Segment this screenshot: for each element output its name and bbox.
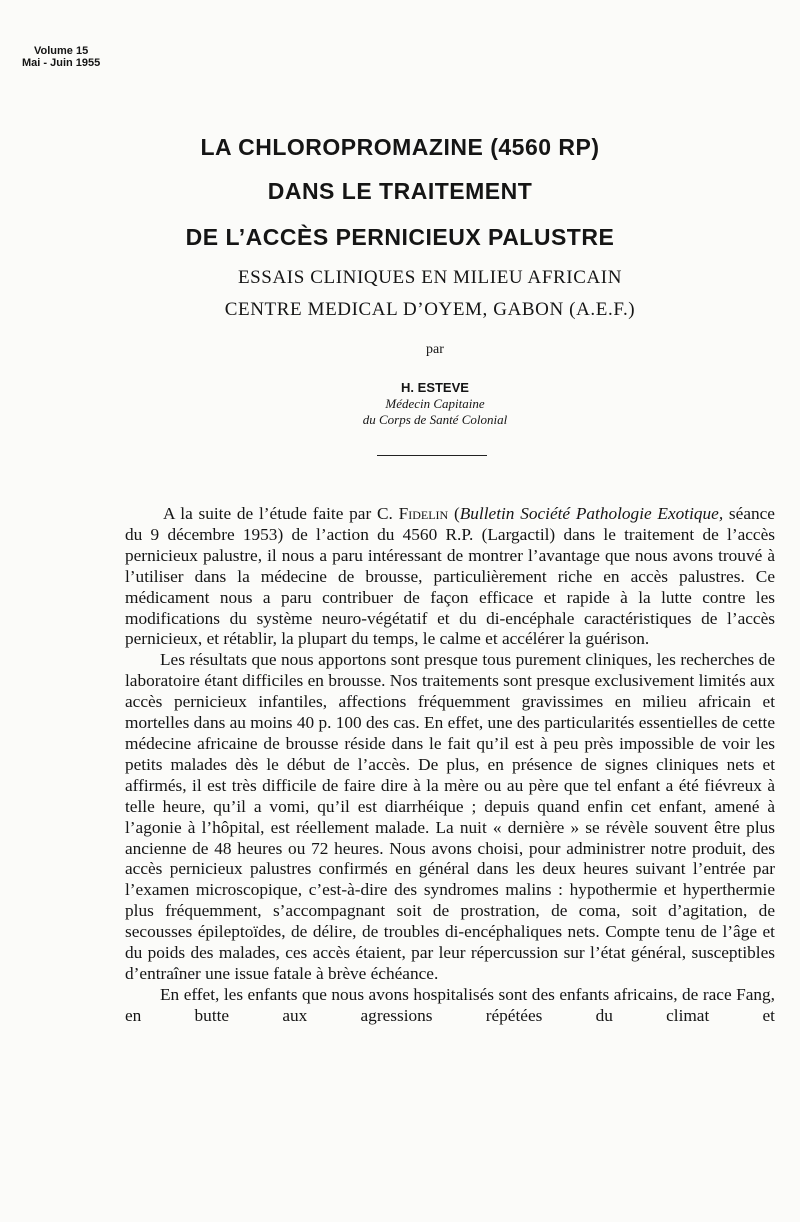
article-body bbox=[125, 504, 775, 1027]
paragraph-1-intro: A la suite de l’étude faite par C. bbox=[163, 504, 399, 523]
paren-open: ( bbox=[448, 504, 460, 523]
byline-par: par bbox=[426, 342, 444, 357]
paragraph-1-rest: séance du 9 décembre 1953) de l’action du 4560 R.P. (Largactil) dans le traitement de l’accès pernicieux palustre, il nous a paru intéressant de montrer l’avantage que nous avons trouvé à l’utiliser dans la médecine de brousse, particulièrement riche en accès palustres. Ce médicament nous a paru contribuer de façon efficace et rapide à la lutte contre les modifications du système neuro-végétatif et du di-encéphale caractéristiques de l’accès pernicieux, et rétablir, la plupart du temps, le calme et accélérer la guérison. bbox=[125, 504, 775, 649]
paragraph-2: Les résultats que nous apportons sont presque tous purement cliniques, les recherches de laboratoire étant difficiles en brousse. Nos traitements sont presque exclusivement limités aux accès pernicieux infantiles, affections fréquemment gravissimes en milieu africain et mortelles dans au moins 40 p. 100 des cas. En effet, une des particularités essentielles de cette médecine africaine de brousse réside dans le fait qu’il est à peu près impossible de voir les petits malades dès le début de l’accès. De plus, en présence de signes cliniques nets et affirmés, il est très difficile de faire dire à la mère ou au père que tel enfant a été fiévreux à telle heure, qu’il a vomi, qu’il est diarrhéique ; depuis quand enfin cet enfant, amené à l’agonie à l’hôpital, est réellement malade. La nuit « dernière » se révèle souvent être plus ancienne de 48 heures ou 72 heures. Nous avons choisi, pour administrer notre produit, des accès pernicieux palustres confirmés en général dans les deux heures suivant l’entrée par l’examen microscopique, c’est-à-dire des syndromes malins : hypothermie et hyperthermie plus fréquemment, s’accompagnant soit de prostration, de coma, soit d’agitation, de secousses épileptoïdes, de délire, de troubles di-encéphaliques nets. Compte tenu de l’âge et du poids des malades, ces accès étaient, par leur répercussion sur l’état général, susceptibles d’entraîner une issue fatale à brève échéance. bbox=[125, 650, 775, 983]
subtitle-line-2: CENTRE MEDICAL D’OYEM, GABON (A.E.F.) bbox=[224, 299, 636, 320]
subtitle-line-1: ESSAIS CLINIQUES EN MILIEU AFRICAIN bbox=[237, 267, 623, 288]
paragraph-1 bbox=[125, 504, 775, 650]
author-name: H. ESTEVE bbox=[401, 380, 469, 395]
title-line-2: DANS LE TRAITEMENT bbox=[267, 178, 533, 204]
title-line-1: LA CHLOROPROMAZINE (4560 RP) bbox=[200, 134, 600, 160]
author-affiliation: du Corps de Santé Colonial bbox=[362, 412, 508, 427]
cited-author: Fidelin bbox=[398, 504, 449, 523]
paragraph-3: En effet, les enfants que nous avons hospitalisés sont des enfants africains, de race Fang, en butte aux agressions répétées du climat et bbox=[125, 984, 775, 1025]
author-role: Médecin Capitaine bbox=[385, 396, 485, 411]
journal-issue-header bbox=[22, 45, 100, 69]
section-divider bbox=[377, 455, 487, 456]
title-line-3: DE L’ACCÈS PERNICIEUX PALUSTRE bbox=[185, 224, 615, 250]
volume-label: Volume 15 bbox=[34, 45, 89, 57]
cited-journal: Bulletin Société Pathologie Exotique, bbox=[459, 504, 724, 523]
issue-date: Mai - Juin 1955 bbox=[22, 57, 101, 69]
